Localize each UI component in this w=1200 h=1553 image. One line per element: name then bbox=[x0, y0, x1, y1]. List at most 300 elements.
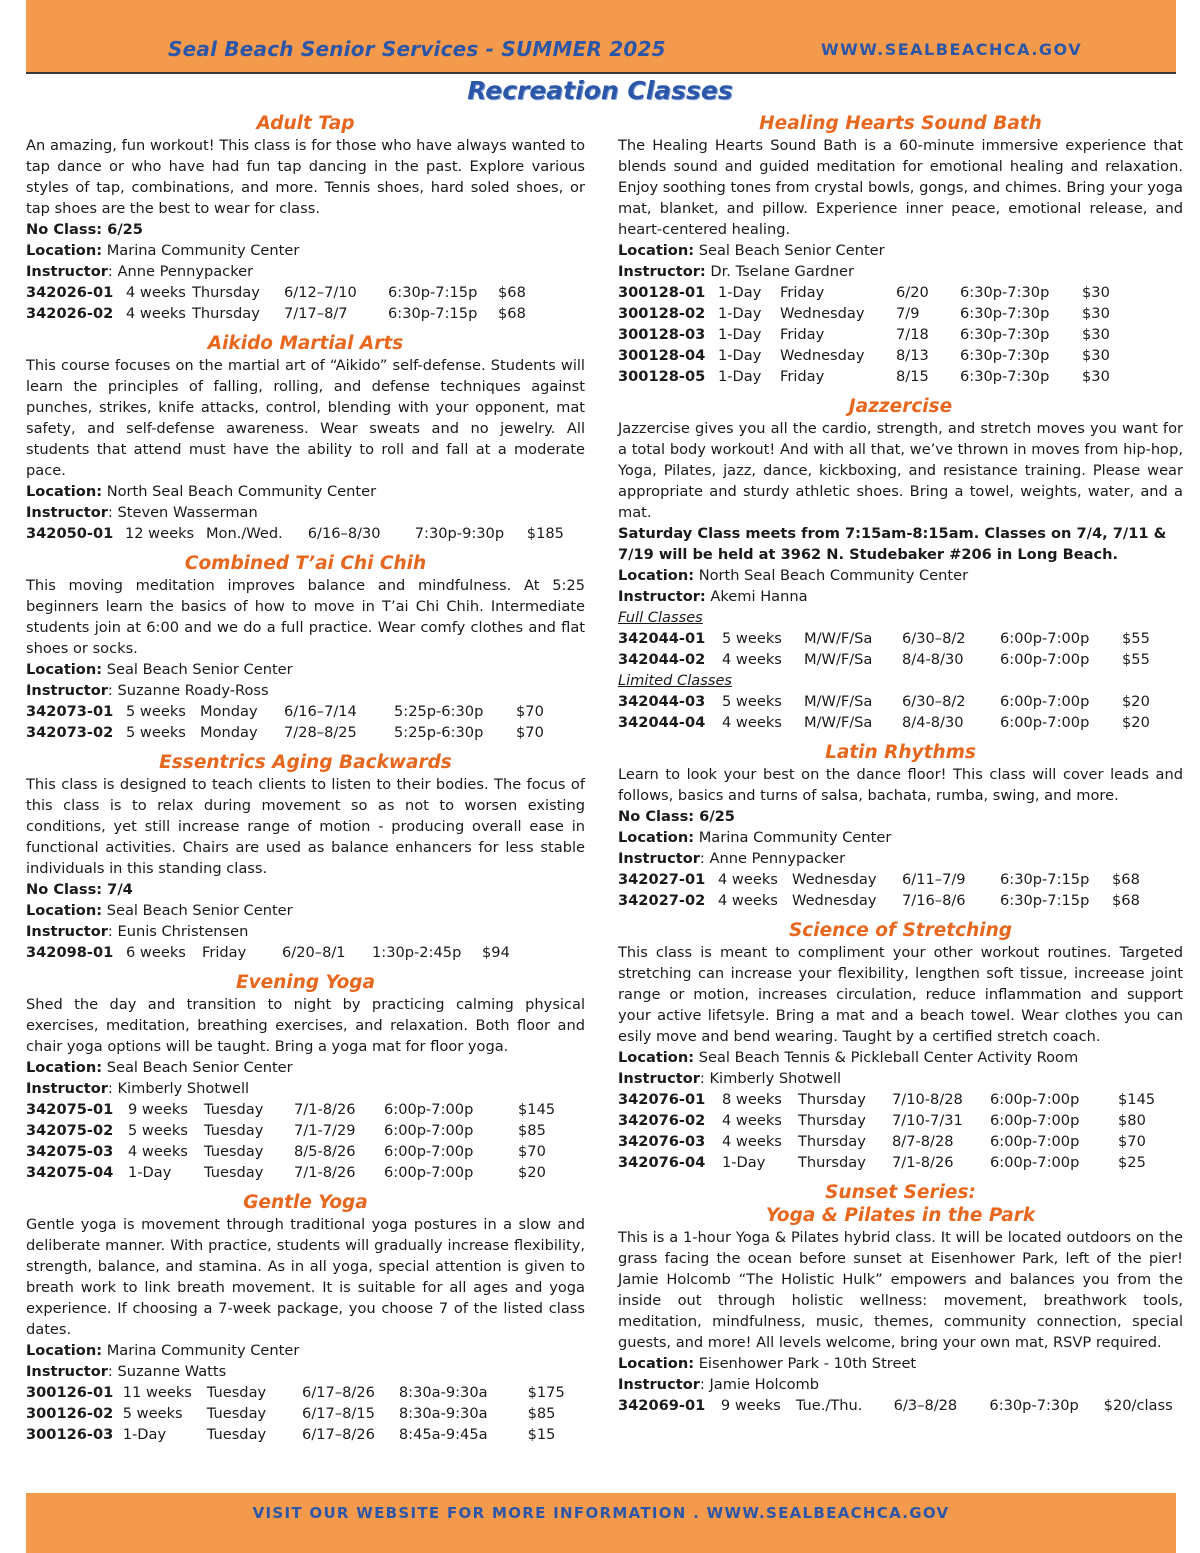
schedule-row bbox=[618, 1395, 1183, 1416]
class-code: 342075-01 bbox=[26, 1101, 114, 1118]
instructor-line bbox=[26, 680, 585, 701]
instructor-value: Dr. Tselane Gardner bbox=[705, 263, 855, 280]
duration: 4 weeks bbox=[718, 892, 778, 909]
instructor-value: : Anne Pennypacker bbox=[107, 263, 254, 280]
footer-bar bbox=[26, 1493, 1176, 1553]
duration: 1-Day bbox=[128, 1164, 172, 1181]
class-code: 342044-04 bbox=[618, 714, 706, 731]
instructor-label: Instructor bbox=[26, 1080, 108, 1097]
fee: $20 bbox=[1122, 693, 1150, 710]
time: 6:30p-7:30p bbox=[989, 1397, 1079, 1414]
class-section bbox=[618, 395, 1183, 733]
location-label: Location: bbox=[618, 242, 695, 259]
time: 6:30p-7:15p bbox=[1000, 871, 1090, 888]
dates: 8/13 bbox=[896, 347, 929, 364]
day: Tuesday bbox=[206, 1405, 267, 1422]
day: Tuesday bbox=[204, 1143, 264, 1160]
duration: 12 weeks bbox=[124, 525, 195, 542]
location-line bbox=[26, 1057, 585, 1078]
instructor-label: Instructor: bbox=[618, 588, 706, 605]
fee: $55 bbox=[1122, 651, 1150, 668]
section-description: An amazing, fun workout! This class is for those who have always wanted to tap dance or who have had fun tap dancing in the past. Explore various styles of tap, combinations, and more. Tennis shoes, hard soled shoes, or tap shoes are the best to wear for class. bbox=[26, 137, 585, 217]
location-line bbox=[26, 659, 585, 680]
schedule-table bbox=[618, 869, 1172, 911]
instructor-label: Instructor bbox=[26, 263, 108, 280]
location-value: Seal Beach Tennis & Pickleball Center Activity Room bbox=[698, 1049, 1079, 1066]
class-code: 342076-02 bbox=[618, 1112, 706, 1129]
duration: 11 weeks bbox=[122, 1384, 192, 1401]
day: Thursday bbox=[192, 284, 260, 301]
time: 6:00p-7:00p bbox=[384, 1164, 474, 1181]
day: Wednesday bbox=[780, 347, 865, 364]
class-code: 300128-02 bbox=[618, 305, 706, 322]
schedule-row bbox=[26, 1162, 578, 1183]
instructor-value: : Suzanne Roady-Ross bbox=[107, 682, 269, 699]
schedule-row bbox=[618, 1110, 1178, 1131]
duration: 4 weeks bbox=[722, 1112, 782, 1129]
instructor-line bbox=[618, 1068, 1183, 1089]
class-code: 342044-01 bbox=[618, 630, 706, 647]
section-title: Adult Tap bbox=[256, 113, 355, 134]
schedule-row bbox=[618, 1152, 1178, 1173]
time: 6:30p-7:30p bbox=[960, 368, 1050, 385]
fee: $20 bbox=[1122, 714, 1150, 731]
fee: $85 bbox=[518, 1122, 546, 1139]
time: 8:30a-9:30a bbox=[398, 1405, 488, 1422]
schedule-row bbox=[26, 523, 585, 544]
schedule-table bbox=[26, 701, 576, 743]
day: M/W/F/Sa bbox=[804, 630, 873, 647]
time: 6:00p-7:00p bbox=[384, 1101, 474, 1118]
fee: $94 bbox=[482, 944, 510, 961]
dates: 8/4-8/30 bbox=[902, 714, 964, 731]
schedule-row bbox=[26, 1403, 585, 1424]
section-description: This course focuses on the martial art of “Aikido” self-defense. Students will learn the principles of falling, rolling, and defense techniques against punches, strikes, knife attacks, control, blending with your opponent, mat safety, and self-defense awareness. Wear sweats and no jewelry. All students that attend must have the ability to roll and fall at a moderate pace. bbox=[26, 357, 585, 479]
day: M/W/F/Sa bbox=[804, 714, 873, 731]
location-line bbox=[618, 827, 1183, 848]
time: 6:30p-7:30p bbox=[960, 347, 1050, 364]
location-label: Location: bbox=[26, 661, 103, 678]
class-code: 342075-04 bbox=[26, 1164, 114, 1181]
fee: $30 bbox=[1082, 284, 1110, 301]
day: Friday bbox=[780, 368, 825, 385]
instructor-label: Instructor bbox=[26, 1363, 108, 1380]
dates: 6/12–7/10 bbox=[284, 284, 357, 301]
duration: 5 weeks bbox=[722, 693, 782, 710]
section-title: Aikido Martial Arts bbox=[207, 333, 404, 354]
instructor-label: Instructor bbox=[26, 682, 108, 699]
schedule-row bbox=[26, 1141, 578, 1162]
left-column bbox=[26, 112, 585, 1453]
class-code: 300128-05 bbox=[618, 368, 706, 385]
day: Thursday bbox=[798, 1112, 866, 1129]
footer-text[interactable]: VISIT OUR WEBSITE FOR MORE INFORMATION . WWW.SEALBEACHCA.GOV bbox=[252, 1504, 950, 1522]
fee: $55 bbox=[1122, 630, 1150, 647]
schedule-table bbox=[618, 1395, 1183, 1416]
schedule-row bbox=[26, 1424, 585, 1445]
fee: $30 bbox=[1082, 347, 1110, 364]
schedule-row bbox=[618, 628, 1182, 649]
dates: 7/28–8/25 bbox=[284, 724, 357, 741]
class-code: 342026-01 bbox=[26, 284, 114, 301]
duration: 8 weeks bbox=[722, 1091, 782, 1108]
fee: $30 bbox=[1082, 305, 1110, 322]
duration: 5 weeks bbox=[126, 703, 186, 720]
section-title: Healing Hearts Sound Bath bbox=[759, 113, 1042, 134]
dates: 8/5-8/26 bbox=[294, 1143, 356, 1160]
location-line bbox=[26, 481, 585, 502]
dates: 6/16–8/30 bbox=[307, 525, 381, 542]
instructor-value: Akemi Hanna bbox=[705, 588, 808, 605]
class-section bbox=[618, 112, 1183, 387]
class-code: 342050-01 bbox=[26, 525, 114, 542]
day: Thursday bbox=[798, 1154, 866, 1171]
time: 6:30p-7:30p bbox=[960, 284, 1050, 301]
schedule-table bbox=[26, 523, 585, 544]
fee: $20/class bbox=[1103, 1397, 1173, 1414]
time: 6:30p-7:30p bbox=[960, 305, 1050, 322]
section-description: Gentle yoga is movement through traditional yoga postures in a slow and deliberate manner. With practice, students will gradually increase flexibility, strength, balance, and stamina. As in all yoga, special attention is given to breath work to link breath movement. It is suitable for all ages and yoga experience. If choosing a 7-week package, you choose 7 of the listed class dates. bbox=[26, 1216, 585, 1338]
instructor-line bbox=[26, 1361, 585, 1382]
dates: 8/4-8/30 bbox=[902, 651, 964, 668]
class-section bbox=[618, 919, 1183, 1173]
instructor-line bbox=[618, 848, 1183, 869]
class-section bbox=[618, 741, 1183, 911]
schedule-row bbox=[618, 869, 1172, 890]
schedule-row bbox=[26, 942, 542, 963]
time: 7:30p-9:30p bbox=[414, 525, 505, 542]
duration: 9 weeks bbox=[720, 1397, 781, 1414]
time: 6:00p-7:00p bbox=[990, 1091, 1080, 1108]
schedule-table bbox=[618, 691, 1182, 733]
schedule-table bbox=[26, 282, 558, 324]
day: Monday bbox=[200, 703, 258, 720]
duration: 4 weeks bbox=[722, 714, 782, 731]
time: 6:30p-7:30p bbox=[960, 326, 1050, 343]
section-title: Combined T’ai Chi Chih bbox=[184, 553, 427, 574]
schedule-table bbox=[618, 628, 1182, 670]
right-column bbox=[618, 112, 1183, 1424]
location-value: Seal Beach Senior Center bbox=[106, 1059, 293, 1076]
location-label: Location: bbox=[26, 242, 103, 259]
day: Thursday bbox=[192, 305, 260, 322]
day: Tuesday bbox=[204, 1164, 264, 1181]
section-description: This moving meditation improves balance and mindfulness. At 5:25 beginners learn the basics of how to move in T’ai Chi Chih. Intermediate students join at 6:00 and we do a full practice. Wear comfy clothes and flat shoes or socks. bbox=[26, 577, 585, 657]
header-url[interactable]: WWW.SEALBEACHCA.GOV bbox=[821, 40, 1083, 59]
duration: 1-Day bbox=[718, 368, 762, 385]
fee: $85 bbox=[527, 1405, 556, 1422]
header-title: Seal Beach Senior Services - SUMMER 2025 bbox=[168, 37, 666, 61]
day: Tuesday bbox=[204, 1101, 264, 1118]
day: M/W/F/Sa bbox=[804, 651, 873, 668]
dates: 6/17–8/15 bbox=[302, 1405, 375, 1422]
schedule-row bbox=[618, 345, 1142, 366]
fee: $70 bbox=[518, 1143, 546, 1160]
class-code: 342027-01 bbox=[618, 871, 706, 888]
location-value: Marina Community Center bbox=[698, 829, 892, 846]
day: Tue./Thu. bbox=[795, 1397, 863, 1414]
class-code: 300126-02 bbox=[26, 1405, 114, 1422]
day: Friday bbox=[780, 326, 825, 343]
section-description: This is a 1-hour Yoga & Pilates hybrid class. It will be located outdoors on the grass facing the ocean before sunset at Eisenhower Park, left of the pier! Jamie Holcomb “The Holistic Hulk” empowers and balances you from the inside out through holistic wellness: movement, breathwork tools, meditation, mindfulness, music, themes, community connection, special guests, and more! All levels welcome, bring your own mat, RSVP required. bbox=[618, 1229, 1183, 1351]
time: 6:00p-7:00p bbox=[1000, 714, 1090, 731]
class-code: 342027-02 bbox=[618, 892, 706, 909]
day: Wednesday bbox=[792, 871, 877, 888]
class-code: 300126-01 bbox=[26, 1384, 114, 1401]
section-title: Evening Yoga bbox=[235, 972, 376, 993]
section-title: Gentle Yoga bbox=[243, 1192, 368, 1213]
day: Tuesday bbox=[206, 1426, 267, 1443]
fee: $70 bbox=[1118, 1133, 1146, 1150]
instructor-value: : Suzanne Watts bbox=[107, 1363, 227, 1380]
dates: 6/30–8/2 bbox=[902, 630, 966, 647]
location-label: Location: bbox=[26, 483, 103, 500]
day: M/W/F/Sa bbox=[804, 693, 873, 710]
duration: 1-Day bbox=[718, 305, 762, 322]
fee: $68 bbox=[1112, 871, 1140, 888]
day: Monday bbox=[200, 724, 258, 741]
duration: 1-Day bbox=[718, 326, 762, 343]
schedule-row bbox=[618, 1089, 1178, 1110]
instructor-label: Instructor bbox=[618, 850, 700, 867]
location-label: Location: bbox=[618, 829, 695, 846]
day: Friday bbox=[202, 944, 247, 961]
day: Thursday bbox=[798, 1091, 866, 1108]
time: 1:30p-2:45p bbox=[372, 944, 462, 961]
location-line bbox=[26, 240, 585, 261]
duration: 1-Day bbox=[122, 1426, 167, 1443]
dates: 7/9 bbox=[896, 305, 920, 322]
instructor-label: Instructor bbox=[26, 923, 108, 940]
section-description: Jazzercise gives you all the cardio, strength, and stretch moves you want for a total body workout! And with all that, we’ve thrown in moves from hip-hop, Yoga, Pilates, jazz, dance, kickboxing, and resistance training. Please wear appropriate and sturdy athletic shoes. Bring a towel, weights, water, and a mat. bbox=[618, 420, 1183, 521]
instructor-value: : Eunis Christensen bbox=[107, 923, 249, 940]
schedule-table bbox=[26, 942, 542, 963]
time: 6:00p-7:00p bbox=[1000, 651, 1090, 668]
dates: 7/18 bbox=[896, 326, 929, 343]
class-code: 300128-01 bbox=[618, 284, 706, 301]
dates: 6/17–8/26 bbox=[302, 1426, 375, 1443]
schedule-row bbox=[618, 712, 1182, 733]
schedule-row bbox=[26, 1382, 585, 1403]
dates: 6/30–8/2 bbox=[902, 693, 966, 710]
dates: 6/16–7/14 bbox=[284, 703, 357, 720]
instructor-line bbox=[618, 261, 1183, 282]
location-value: North Seal Beach Community Center bbox=[698, 567, 969, 584]
duration: 4 weeks bbox=[126, 305, 186, 322]
section-description: Learn to look your best on the dance floor! This class will cover leads and follows, basics and turns of salsa, bachata, rumba, swing, and more. bbox=[618, 766, 1183, 804]
schedule-row bbox=[618, 649, 1182, 670]
schedule-table bbox=[26, 1099, 578, 1183]
instructor-value: : Kimberly Shotwell bbox=[699, 1070, 842, 1087]
location-line bbox=[26, 1340, 585, 1361]
instructor-label: Instructor bbox=[618, 1070, 700, 1087]
duration: 6 weeks bbox=[126, 944, 186, 961]
class-code: 342044-02 bbox=[618, 651, 706, 668]
section-description: The Healing Hearts Sound Bath is a 60-minute immersive experience that blends sound and guided meditation for emotional healing and relaxation. Enjoy soothing tones from crystal bowls, gongs, and chimes. Bring your yoga mat, blanket, and pillow. Experience inner peace, emotional release, and heart-centered healing. bbox=[618, 137, 1183, 238]
class-code: 342098-01 bbox=[26, 944, 114, 961]
day: Tuesday bbox=[204, 1122, 264, 1139]
class-code: 342044-03 bbox=[618, 693, 706, 710]
class-code: 300128-03 bbox=[618, 326, 706, 343]
instructor-line bbox=[618, 1374, 1183, 1395]
location-line bbox=[618, 1353, 1183, 1374]
location-label: Location: bbox=[618, 1049, 695, 1066]
schedule-row bbox=[618, 324, 1142, 345]
instructor-line bbox=[26, 921, 585, 942]
schedule-row bbox=[618, 691, 1182, 712]
dates: 8/15 bbox=[896, 368, 929, 385]
dates: 6/11–7/9 bbox=[902, 871, 966, 888]
section-title: Science of Stretching bbox=[788, 920, 1013, 941]
duration: 5 weeks bbox=[722, 630, 782, 647]
section-subtitle: Yoga & Pilates in the Park bbox=[765, 1205, 1036, 1226]
section-title: Essentrics Aging Backwards bbox=[159, 752, 452, 773]
schedule-table bbox=[618, 282, 1142, 387]
dates: 7/1-8/26 bbox=[892, 1154, 954, 1171]
instructor-line bbox=[618, 586, 1183, 607]
day: Wednesday bbox=[792, 892, 877, 909]
location-label: Location: bbox=[618, 1355, 695, 1372]
location-line bbox=[618, 565, 1183, 586]
day: Thursday bbox=[798, 1133, 866, 1150]
fee: $175 bbox=[527, 1384, 565, 1401]
fee: $15 bbox=[527, 1426, 556, 1443]
fee: $68 bbox=[498, 284, 526, 301]
class-code: 342075-03 bbox=[26, 1143, 114, 1160]
location-label: Location: bbox=[26, 1342, 103, 1359]
fee: $145 bbox=[518, 1101, 556, 1118]
class-section bbox=[26, 332, 585, 544]
schedule-group-label: Limited Classes bbox=[618, 672, 733, 689]
location-value: Seal Beach Senior Center bbox=[106, 661, 293, 678]
duration: 4 weeks bbox=[126, 284, 186, 301]
dates: 8/7-8/28 bbox=[892, 1133, 954, 1150]
class-code: 342026-02 bbox=[26, 305, 114, 322]
time: 6:30p-7:15p bbox=[388, 284, 478, 301]
time: 6:00p-7:00p bbox=[384, 1122, 474, 1139]
location-line bbox=[618, 1047, 1183, 1068]
class-code: 342073-02 bbox=[26, 724, 114, 741]
location-value: Marina Community Center bbox=[106, 242, 300, 259]
schedule-row bbox=[26, 1099, 578, 1120]
duration: 5 weeks bbox=[128, 1122, 188, 1139]
time: 6:00p-7:00p bbox=[1000, 630, 1090, 647]
time: 6:30p-7:15p bbox=[1000, 892, 1090, 909]
dates: 7/1-8/26 bbox=[294, 1101, 356, 1118]
fee: $185 bbox=[526, 525, 564, 542]
dates: 6/3–8/28 bbox=[893, 1397, 958, 1414]
day: Tuesday bbox=[206, 1384, 267, 1401]
duration: 5 weeks bbox=[122, 1405, 183, 1422]
no-class-note: No Class: 6/25 bbox=[618, 808, 735, 825]
section-description: This class is meant to compliment your other workout routines. Targeted stretching can increase your flexibility, lengthen soft tissue, increease joint range or motion, increases circulation, reduce inflammation and support your active lifetsyle. Bring a mat and a beach towel. Wear clothes you can esily move and bend wearing. Taught by a certified stretch coach. bbox=[618, 944, 1183, 1045]
duration: 1-Day bbox=[718, 347, 762, 364]
time: 6:00p-7:00p bbox=[990, 1112, 1080, 1129]
instructor-label: Instructor bbox=[26, 504, 108, 521]
section-title: Jazzercise bbox=[848, 396, 953, 417]
dates: 7/1-7/29 bbox=[294, 1122, 356, 1139]
duration: 1-Day bbox=[722, 1154, 766, 1171]
schedule-row bbox=[618, 366, 1142, 387]
class-code: 342076-01 bbox=[618, 1091, 706, 1108]
duration: 4 weeks bbox=[722, 1133, 782, 1150]
class-code: 342069-01 bbox=[618, 1397, 706, 1414]
fee: $70 bbox=[516, 703, 544, 720]
class-section bbox=[26, 1191, 585, 1445]
instructor-value: : Jamie Holcomb bbox=[699, 1376, 820, 1393]
location-value: North Seal Beach Community Center bbox=[106, 483, 377, 500]
dates: 7/1-8/26 bbox=[294, 1164, 356, 1181]
dates: 7/10-8/28 bbox=[892, 1091, 963, 1108]
instructor-value: : Anne Pennypacker bbox=[699, 850, 846, 867]
dates: 7/10-7/31 bbox=[892, 1112, 963, 1129]
instructor-line bbox=[26, 261, 585, 282]
dates: 6/20 bbox=[896, 284, 929, 301]
section-description: Shed the day and transition to night by practicing calming physical exercises, meditation, breathing exercises, and relaxation. Both floor and chair yoga options will be taught. Bring a yoga mat for floor yoga. bbox=[26, 996, 585, 1055]
dates: 6/20–8/1 bbox=[282, 944, 346, 961]
schedule-row bbox=[26, 701, 576, 722]
class-section bbox=[26, 751, 585, 963]
section-title: Sunset Series: bbox=[825, 1182, 976, 1203]
fee: $70 bbox=[516, 724, 544, 741]
schedule-table bbox=[618, 1089, 1178, 1173]
location-line bbox=[618, 240, 1183, 261]
location-value: Marina Community Center bbox=[106, 1342, 300, 1359]
schedule-row bbox=[26, 1120, 578, 1141]
duration: 1-Day bbox=[718, 284, 762, 301]
day: Friday bbox=[780, 284, 825, 301]
section-title: Latin Rhythms bbox=[825, 742, 976, 763]
schedule-row bbox=[26, 282, 558, 303]
header-bar bbox=[26, 0, 1176, 74]
time: 6:00p-7:00p bbox=[990, 1154, 1080, 1171]
class-code: 342075-02 bbox=[26, 1122, 114, 1139]
location-value: Seal Beach Senior Center bbox=[698, 242, 885, 259]
fee: $30 bbox=[1082, 326, 1110, 343]
duration: 5 weeks bbox=[126, 724, 186, 741]
dates: 7/17–8/7 bbox=[284, 305, 348, 322]
schedule-row bbox=[618, 282, 1142, 303]
class-section bbox=[26, 112, 585, 324]
no-class-note: No Class: 6/25 bbox=[26, 221, 143, 238]
time: 6:00p-7:00p bbox=[384, 1143, 474, 1160]
instructor-value: : Kimberly Shotwell bbox=[107, 1080, 250, 1097]
class-section bbox=[26, 552, 585, 743]
time: 6:00p-7:00p bbox=[1000, 693, 1090, 710]
time: 5:25p-6:30p bbox=[394, 724, 484, 741]
duration: 4 weeks bbox=[722, 651, 782, 668]
fee: $20 bbox=[518, 1164, 546, 1181]
location-line bbox=[26, 900, 585, 921]
class-section bbox=[618, 1181, 1183, 1416]
section-note: Saturday Class meets from 7:15am-8:15am. Classes on 7/4, 7/11 & 7/19 will be held at 3962 N. Studebaker #206 in Long Beach. bbox=[618, 525, 1167, 563]
schedule-table bbox=[26, 1382, 585, 1445]
location-label: Location: bbox=[26, 1059, 103, 1076]
section-description: This class is designed to teach clients to listen to their bodies. The focus of this class is to relax during movement so as not to worsen existing conditions, yet still increase range of motion - producing overall ease in functional activities. Chairs are used as balance enhancers for less stable individuals in this standing class. bbox=[26, 776, 585, 877]
time: 8:45a-9:45a bbox=[398, 1426, 488, 1443]
location-value: Eisenhower Park - 10th Street bbox=[698, 1355, 917, 1372]
schedule-row bbox=[618, 1131, 1178, 1152]
schedule-row bbox=[618, 303, 1142, 324]
class-section bbox=[26, 971, 585, 1183]
page-title: Recreation Classes bbox=[467, 76, 733, 105]
fee: $68 bbox=[498, 305, 526, 322]
duration: 9 weeks bbox=[128, 1101, 188, 1118]
time: 6:30p-7:15p bbox=[388, 305, 478, 322]
fee: $25 bbox=[1118, 1154, 1146, 1171]
instructor-line bbox=[26, 1078, 585, 1099]
time: 8:30a-9:30a bbox=[398, 1384, 488, 1401]
